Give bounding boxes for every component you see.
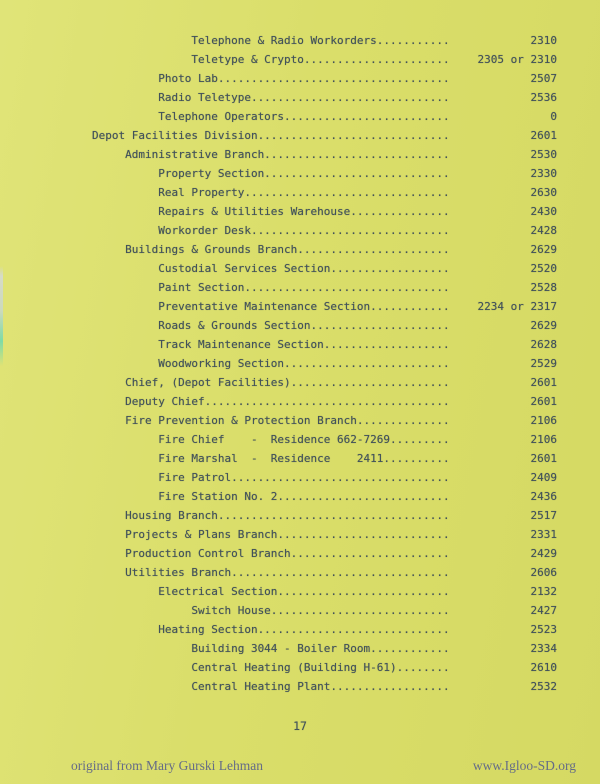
directory-row [92,449,557,468]
footer-provenance-text: original from Mary Gurski Lehman [71,758,263,773]
entry-label: Workorder Desk.............................. [92,224,450,237]
entry-number: 2628 [530,338,557,351]
entry-number: 2106 [530,433,557,446]
directory-row [92,335,557,354]
entry-number: 2528 [530,281,557,294]
entry-number: 2429 [530,547,557,560]
entry-label: Central Heating (Building H-61)........ [92,661,450,674]
entry-number: 2523 [530,623,557,636]
entry-number: 2430 [530,205,557,218]
entry-number: 2629 [530,319,557,332]
entry-label: Fire Marshal - Residence 2411.......... [92,452,450,465]
entry-label: Electrical Section.......................... [92,585,450,598]
entry-number: 2601 [530,395,557,408]
entry-label: Roads & Grounds Section..................... [92,319,450,332]
entry-label: Chief, (Depot Facilities)........................ [92,376,450,389]
directory-row [92,183,557,202]
entry-label: Telephone & Radio Workorders........... [92,34,450,47]
entry-label: Depot Facilities Division............................. [92,129,450,142]
entry-number: 2606 [530,566,557,579]
scan-edge-artifact [0,266,3,366]
entry-number: 2428 [530,224,557,237]
entry-number: 2409 [530,471,557,484]
directory-row [92,658,557,677]
entry-number: 2517 [530,509,557,522]
entry-label: Repairs & Utilities Warehouse............... [92,205,450,218]
directory-row [92,31,557,50]
footer-website-text: www.Igloo-SD.org [472,758,576,773]
entry-number: 2234 or 2317 [477,300,557,313]
entry-label: Projects & Plans Branch.......................... [92,528,450,541]
entry-number: 2305 or 2310 [477,53,557,66]
entry-number: 2520 [530,262,557,275]
entry-label: Fire Chief - Residence 662-7269......... [92,433,450,446]
directory-row [92,354,557,373]
directory-row [92,411,557,430]
entry-number: 2132 [530,585,557,598]
entry-label: Property Section............................ [92,167,450,180]
entry-label: Teletype & Crypto...................... [92,53,450,66]
entry-label: Telephone Operators......................... [92,110,450,123]
entry-number: 2427 [530,604,557,617]
entry-number: 2436 [530,490,557,503]
entry-label: Real Property............................... [92,186,450,199]
directory-row [92,240,557,259]
entry-label: Track Maintenance Section................... [92,338,450,351]
entry-number: 2334 [530,642,557,655]
directory-row [92,88,557,107]
directory-row [92,468,557,487]
entry-number: 2630 [530,186,557,199]
directory-list [92,31,557,696]
directory-row [92,582,557,601]
entry-number: 2529 [530,357,557,370]
entry-number: 2106 [530,414,557,427]
directory-row [92,487,557,506]
directory-row [92,107,557,126]
entry-number: 2530 [530,148,557,161]
directory-row [92,259,557,278]
entry-number: 2507 [530,72,557,85]
page-number: 17 [293,719,307,733]
directory-row [92,373,557,392]
directory-row [92,50,557,69]
entry-number: 2601 [530,452,557,465]
entry-label: Production Control Branch........................ [92,547,450,560]
directory-row [92,544,557,563]
entry-number: 2601 [530,376,557,389]
entry-label: Heating Section............................. [92,623,450,636]
directory-row [92,677,557,696]
directory-row [92,278,557,297]
entry-label: Fire Prevention & Protection Branch.............. [92,414,450,427]
entry-label: Fire Station No. 2.......................... [92,490,450,503]
entry-label: Building 3044 - Boiler Room............ [92,642,450,655]
directory-row [92,145,557,164]
directory-row [92,392,557,411]
directory-row [92,202,557,221]
entry-label: Buildings & Grounds Branch....................... [92,243,450,256]
entry-number: 0 [550,110,557,123]
directory-row [92,297,557,316]
entry-number: 2629 [530,243,557,256]
entry-label: Woodworking Section......................... [92,357,450,370]
directory-row [92,563,557,582]
entry-number: 2310 [530,34,557,47]
entry-label: Central Heating Plant.................. [92,680,450,693]
directory-row [92,525,557,544]
directory-row [92,639,557,658]
entry-number: 2330 [530,167,557,180]
directory-row [92,430,557,449]
entry-label: Deputy Chief..................................... [92,395,450,408]
entry-number: 2532 [530,680,557,693]
directory-row [92,126,557,145]
directory-row [92,221,557,240]
directory-row [92,164,557,183]
directory-row [92,601,557,620]
entry-label: Photo Lab................................... [92,72,450,85]
entry-number: 2331 [530,528,557,541]
entry-label: Custodial Services Section.................. [92,262,450,275]
entry-number: 2610 [530,661,557,674]
entry-number: 2601 [530,129,557,142]
entry-number: 2536 [530,91,557,104]
directory-row [92,69,557,88]
entry-label: Switch House........................... [92,604,450,617]
entry-label: Paint Section............................... [92,281,450,294]
directory-row [92,620,557,639]
entry-label: Housing Branch................................... [92,509,450,522]
directory-row [92,316,557,335]
entry-label: Fire Patrol................................. [92,471,450,484]
entry-label: Radio Teletype.............................. [92,91,450,104]
entry-label: Utilities Branch................................. [92,566,450,579]
directory-row [92,506,557,525]
entry-label: Preventative Maintenance Section............ [92,300,450,313]
entry-label: Administrative Branch............................ [92,148,450,161]
